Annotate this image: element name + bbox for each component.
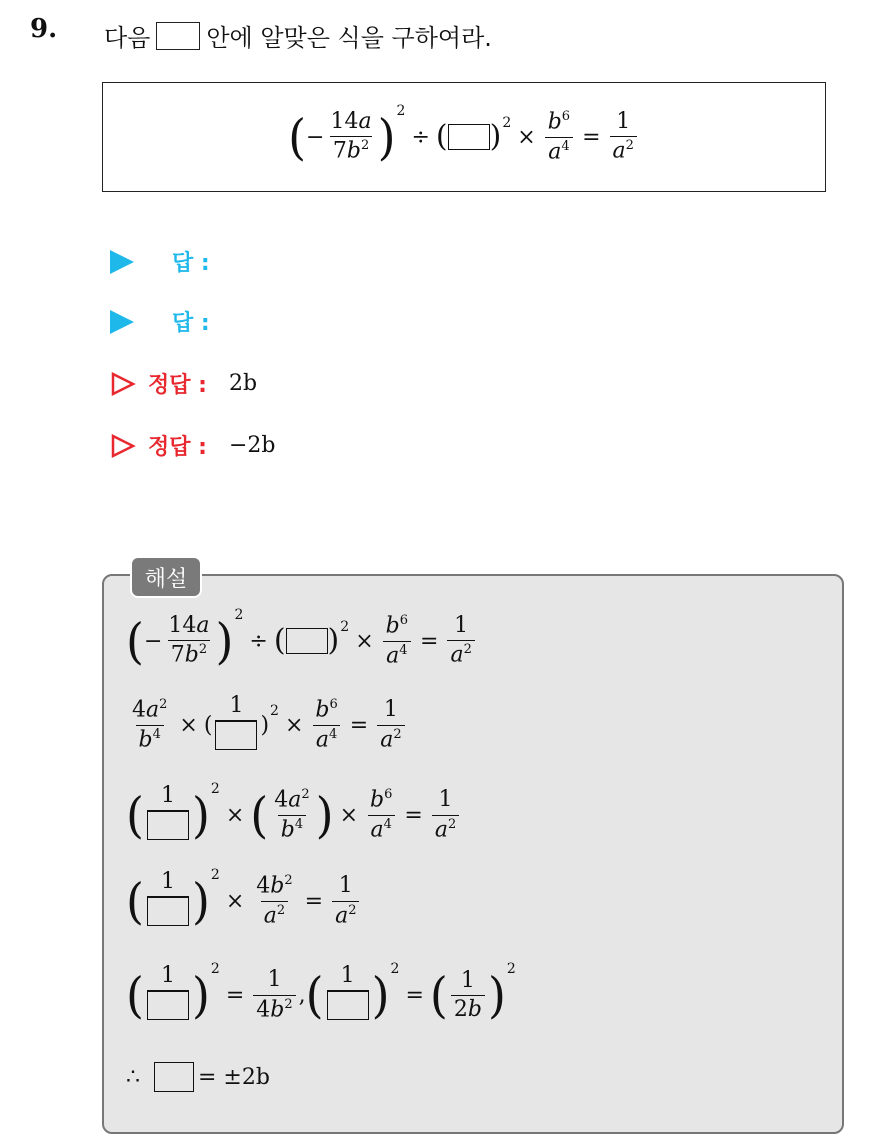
answer-label: 답 :	[172, 311, 210, 336]
outline-triangle-icon	[110, 433, 136, 459]
correct-answer-value: −2b	[228, 433, 276, 458]
solution-tab: 해설	[130, 556, 202, 598]
play-icon	[110, 250, 134, 274]
outline-triangle-icon	[110, 371, 136, 397]
question-text-after: 안에 알맞은 식을 구하여라.	[206, 24, 492, 52]
question-number: 9.	[30, 14, 58, 44]
play-icon	[110, 310, 134, 334]
equation-box	[102, 82, 826, 192]
correct-answer-row-2	[110, 430, 275, 461]
solution-step-1: ( − $\frac{14a}{7b^2}$ ) 2 ÷ ( ) 2 × $\frac{b^6}{a^4}$ = $\frac{1}{a^2}$	[126, 614, 478, 668]
answer-row-1	[110, 246, 210, 277]
answer-row-2	[110, 306, 210, 337]
solution-step-4: ( 1 ) 2 × $\frac{4b^2}{a^2}$ = $\frac{1}{a^2}$	[126, 870, 362, 932]
correct-answer-row-1	[110, 368, 257, 399]
answer-label: 답 :	[172, 251, 210, 276]
correct-answer-label: 정답 :	[148, 435, 207, 460]
equation: ( − $\frac{14a}{7b^2}$ ) 2 ÷ ( ) 2 × $\frac{b^6}{a^4}$ = $\frac{1}{a^2}$	[288, 110, 640, 164]
correct-answer-value: 2b	[228, 371, 258, 396]
blank-box	[156, 22, 200, 50]
solution-step-5: ( 1 ) 2 = $\frac{1}{4b^2}$ , ( 1 ) 2 = ( $\frac{1}{2b}$ ) 2	[126, 961, 516, 1024]
solution-final	[126, 1062, 270, 1092]
therefore-symbol: ∴	[126, 1064, 140, 1090]
eq-blank-box	[448, 124, 490, 150]
question-text	[104, 18, 492, 53]
correct-answer-label: 정답 :	[148, 373, 207, 398]
solution-step-3: ( 1 ) 2 × ( $\frac{4a^2}{b^4}$ ) × $\frac{b^6}{a^4}$ = $\frac{1}{a^2}$	[126, 784, 462, 846]
question-text-before: 다음	[104, 24, 151, 52]
solution-step-2: $\frac{4a^2}{b^4}$ × ( 1 ) 2 × $\frac{b^6}{a^4}$ = $\frac{1}{a^2}$	[126, 694, 408, 756]
final-value: = ±2b	[198, 1064, 270, 1090]
